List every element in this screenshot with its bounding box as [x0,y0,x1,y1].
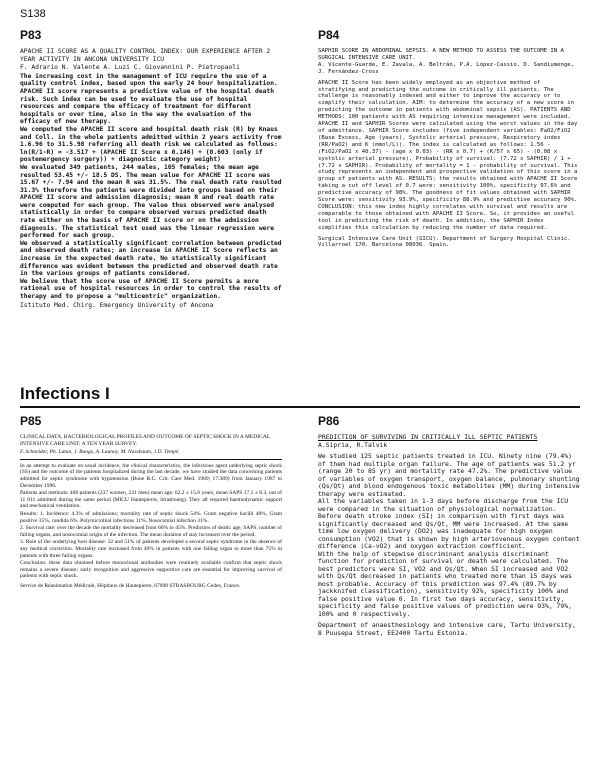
abstract-conclusion: Conclusion: these data obtained before monoclonal antibodies were routinely available confirm that septic shock remains a severe disease; early recognition and aggressive supportive care are essential for improving survival of patients with septic shock. [20,560,282,580]
abstract-body: The increasing cost in the management of ICU require the use of a quality control index, based upon the early 24 hour hospitalization. APACHE II score represents a predictive value of the hospital death risk. Such index can be used to evaluate the use of hospital resources and compare the efficacy of treatment for different hospitals or over time, also in the way the evaluation of the efficacy of new therapy. We computed the APACHE II score and hospital death risk (R) by Knaus and Coll. in the whole patients admitted within 2 years activity from 1.6.96 to 31.5.98 referring all death risk we calculated as follows: ln(R/1-R) = -3.517 + (APACHE II Score x 0.146) + (0.603 (only if postemergency surgery)) + diagnostic category weight) We evaluated 349 patients, 244 males, 105 females; the mean age resulted 53.45 +/- 18.5 DS. The mean value for APACHE II score was 15.67 +/- 7.94 and the mean R was 31.5%. The real death rate resulted 31.3% therefore the patients were divided into groups based on their APACHE II score and admission diagnosis; mean R and real death rate were computed for each group. The value thus observed were analysed statistically in order to compare observed versus predicted death rate either on the basis of APACHE II score or on the admission diagnosis. The statistical test used was the linear regression were performed for each group. We observed a statistically significant correlation between predicted and observed death rates; an increase in APACHE II Score reflects an increase in the expected death rate. No statistically significant difference was evident between the predicted and observed death rate in the various groups of patients considered. We believe that the score use of APACHE II Score permits a more rational use of hospital resources in order to control the results of therapy and to propose a "multicentric" organization. [20,72,282,300]
abstract-p83 [20,28,282,309]
abstract-title: SAPHIR SCORE IN ABDOMINAL SEPSIS. A NEW METHOD TO ASSESS THE OUTCOME IN A SURGICAL INTENSIVE CARE UNIT. [318,48,568,61]
abstract-id: P84 [318,28,340,42]
abstract-p84 [318,28,580,249]
abstract-paragraph: Results: 1. Incidence: 4.3% of admissions; mortality rate of septic shock 54%. Gram negative bacilli 48%, Gram positive 35%, candida 6%. Polymicrobial infections 11%. Nosocomial infection 31%. [20,510,282,524]
abstract-body: APACHE II Score has been widely employed as an objective method of stratifying and predicting the outcome in critically ill patients. The challenge is reasonably indexed and either to improve the accuracy or to simplify their calculation. AIM: to determine the accuracy of a new score in predicting the outcome in patients with abdominal sepsis (AS). PATIENTS AND METHODS: 100 patients with AS requiring intensive management were included. APACHE II and SAPHIR Scores were calculated using the worst values in the day of admittance. SAPHIR Score includes (five independent variables: PaO2/FiO2 (Base Excess, Age (years), Systolic arterial pressure, Respiratory index (RR/PaO2) and K (mmol/L)). The index is calculated as follows: 1.56 - (FiO2/PaO2 x 40.37) - (age x 0.03) - (RR x 0.7) + (K/57 x 65) - (0.08 x systolic arterial pressure). Probability of survival: (7.72 x SAPHIR) / 1 + (7.72 x SAPHIR). Probability of mortality = 1 - probability of survival. This study represents an independent and prospective validation of this score in a group of patients with AS. RESULTS: the results obtained with APACHE II Score taking a cut off level of 0.7 were: sensitivity 100%, specificity 97.6% and predictive accuracy of 98%. The goodness of fit values obtained with SAPHIR Score were: sensitivity 93.9%, specificity 88.9% and predictive accuracy 90%. CONCLUSION: this new index highly correlates with survival and results are comparable to those obtained with APACHE II Score. So, it provides an useful tool in predicting the risk of death. In addition, the SAPHIR Index simplifies this calculation by reducing the number of data required. [318,79,581,231]
abstract-authors: A.Sipria, R.Talvik [318,440,388,449]
abstract-p86 [318,414,580,637]
abstract-title: CLINICAL DATA, BACTERIOLOGICAL PROFILES AND OUTCOME OF SEPTIC SHOCK IN A MEDICAL INTENSIVE CARE UNIT: A TEN YEAR SURVEY. [20,434,270,447]
abstract-paragraph: 3. Role of the underlying host disease: 32 and 51% of patients developed a second septic syndrome in the absence of any medical correction. Mortality rate increased from 40% in patients with one failing organ to more than 75% in patients with three failing organs. [20,539,282,559]
abstract-p85 [20,414,282,590]
abstract-affiliation: Istituto Med. Chirg. Emergency University of Ancona [20,301,214,309]
abstract-id: P85 [20,414,42,428]
section-heading: Infections I [20,384,110,403]
abstract-affiliation: Service de Réanimation Médicale, Hôpitaux de Hautepierre, 67098 STRASBOURG Cedex, France. [20,582,241,589]
abstract-intro: In an attempt to evaluate on usual incidence, the clinical characteristics, the infectious agent underlying septic shock (SS) and the outcome of the patients hospitalized during the last decade, we have studied the data concerning patients admitted for septic syndrome with hypotension (Bone R.C. Crit. Care Med. 1989; 17:389) from January 1987 to December 1996. [20,462,282,489]
abstract-affiliation: Department of anaesthesiology and intensive care, Tartu University, 8 Puusepa Street, EE2400 Tartu Estonia. [318,621,580,637]
abstract-title: APACHE II SCORE AS A QUALITY CONTROL INDEX: OUR EXPERIENCE AFTER 2 YEAR ACTIVITY IN ANCONA UNIVERSITY ICU [20,48,275,63]
divider [20,459,282,460]
abstract-body [20,463,282,590]
section-rule [20,406,580,408]
abstract-title: PREDICTION OF SURVIVING IN CRITICALLY ILL SEPTIC PATIENTS [318,433,538,441]
abstract-authors: A. Vicente-Guarde, E. Zavala, A. Beltrán, P.A. López-Cassio, D. Sandiumenge, J. Fernández-Cross [318,61,578,75]
abstract-affiliation: Surgical Intensive Care Unit (SICU). Department of Surgery Hospital Clinic. Villarroel 170. Barcelona 08036. Spain. [318,235,574,249]
abstract-paragraph: Patients and methods: 468 patients (237 women, 231 men) mean age: 62.2 ± 15.8 years, mean SAPS 17.1 ± 8.3, out of 11 011 admitted during the same period (MICU Hautepierre, Strasbourg). They all required haemodynamic support and mechanical ventilation. [20,490,282,510]
abstract-paragraph: 2. Survival rate: over the decade the mortality decreased from 66% to 45%. Predictors of death: age, SAPS, number of failing organs, and nosocomial origin of the infection. The mean duration of stay increased over the period. [20,525,282,538]
abstract-id: P83 [20,28,42,42]
abstract-id: P86 [318,414,340,428]
page-number: S138 [20,8,46,20]
abstract-body: We studied 125 septic patients treated in ICU. Ninety nine (79.4%) of them had multiple organ failure. The age of patients was 51.2 yr (range 20 to 85 yr) and mortality rate 47.2%. The predictive value of variables of oxygen transport, oxygen balance, pulmonary shunting (Qs/Qt) and blood endogenous toxic metabolites (MM) during intensive therapy were estimated. All the variables taken in 1-3 days before discharge from the ICU were compared in the situation of physiological normalization. Before death stroke index (SI) in comparison with first days was significantly decreased and Qs/Qt, MM were increased. At the same time low oxygen delivery (DO2) was inadequate for high oxygen consumption (VO2) that is shown by high arteriovenous oxygen content difference (Ca-vO2) and oxygen extraction coefficient. With the help of stepwise discriminant analysis discriminant function for prediction of survival or death were calculated. The best predictors were SI, VO2 and Qs/Qt. When SI increased and VO2 with Qs/Qt decreased in patients who treated more than 15 days was most probable. Accuracy of this prediction was 97.4% (89.7% by jackknifed classification), sensitivity 92%, specificity 100% and false positive value 0. In first two days accuracy, sensitivity, specificity and false positive values of prediction were 93%, 79%, 100% and 0 respectively. [318,452,580,618]
abstract-authors: F. Adrario N. Valente A. Luzi C. Giovannini P. Pietropaoli [20,64,240,72]
abstract-authors: F. Schneider, Ph. Lutun, J. Bangs, A. Launoy, M. Nassbaum, J.D. Tempé. [20,449,180,456]
